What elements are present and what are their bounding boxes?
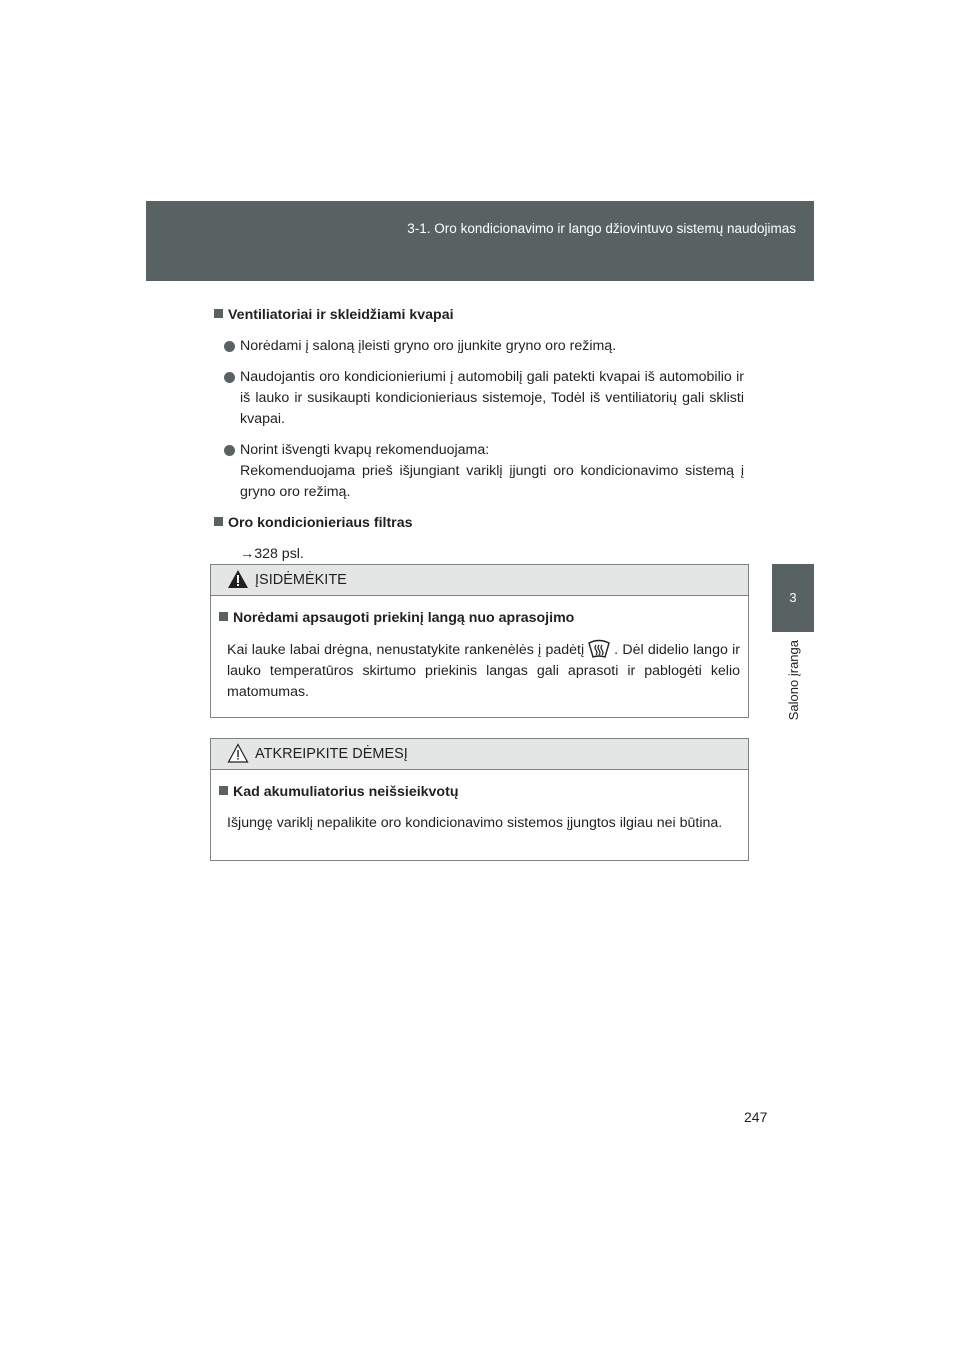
chapter-number: 3 <box>789 590 797 605</box>
caution-title: ĮSIDĖMĖKITE <box>255 572 347 588</box>
round-bullet-icon <box>224 341 235 352</box>
section-heading: Oro kondicionieriaus filtras <box>214 513 744 534</box>
notice-header <box>211 739 748 770</box>
round-bullet-icon <box>224 445 235 456</box>
caution-body <box>211 596 748 717</box>
chapter-side-label-text: Salono įranga <box>786 640 801 721</box>
list-item: Norint išvengti kvapų rekomenduojama: Rekomenduojama prieš išjungiant variklį įjungti oro kondicionavimo sistemą į gryno oro režimą. <box>214 440 744 503</box>
caution-heading: Norėdami apsaugoti priekinį langą nuo aprasojimo <box>219 608 740 629</box>
chapter-header <box>146 201 814 281</box>
caution-header <box>211 565 748 596</box>
caution-text: Kai lauke labai drėgna, nenustatykite rankenėlės į padėtį . Dėl didelio lango ir lauko temperatūros skirtumo priekinis langas gali aprasoti ir pablogėti kelio matomumas. <box>219 639 740 703</box>
notice-title: ATKREIPKITE DĖMESĮ <box>255 746 408 762</box>
square-bullet-icon <box>219 612 228 621</box>
notice-text: Išjungę variklį nepalikite oro kondicionavimo sistemos įjungtos ilgiau nei būtina. <box>227 815 723 831</box>
warning-triangle-icon <box>227 569 249 589</box>
square-bullet-icon <box>214 309 223 318</box>
page-number: 247 <box>744 1109 768 1125</box>
caution-box <box>210 564 749 718</box>
chapter-side-label <box>786 640 802 740</box>
list-item: Naudojantis oro kondicionieriumi į automobilį gali patekti kvapai iš automobilio ir iš lauko ir susikaupti kondicionieriaus sistemoje, Todėl iš ventiliatorių gali sklisti kvapai. <box>214 367 744 430</box>
list-item: Norėdami į saloną įleisti gryno oro įjunkite gryno oro režimą. <box>214 336 744 357</box>
square-bullet-icon <box>214 517 223 526</box>
page-reference[interactable]: →328 psl. <box>240 546 304 562</box>
notice-box <box>210 738 749 861</box>
chapter-title: 3-1. Oro kondicionavimo ir lango džiovintuvo sistemų naudojimas <box>407 221 796 236</box>
main-content <box>214 305 744 565</box>
square-bullet-icon <box>219 786 228 795</box>
chapter-tab <box>772 564 814 632</box>
windshield-defroster-icon <box>587 639 611 659</box>
notice-body <box>211 770 748 848</box>
notice-triangle-icon <box>227 743 249 763</box>
round-bullet-icon <box>224 372 235 383</box>
section-heading: Ventiliatoriai ir skleidžiami kvapai <box>214 305 744 326</box>
notice-heading: Kad akumuliatorius neišsieikvotų <box>219 782 740 803</box>
